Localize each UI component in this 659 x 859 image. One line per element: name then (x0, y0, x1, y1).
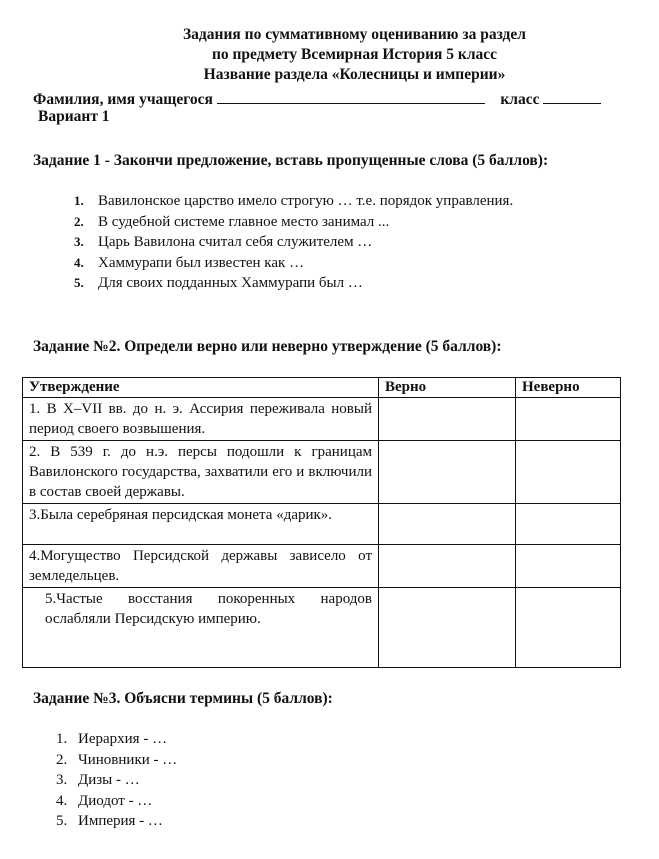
true-answer-cell[interactable] (379, 588, 516, 668)
table-header-row (23, 378, 621, 398)
task3-title: Задание №3. Объясни термины (5 баллов): (33, 690, 333, 707)
name-label: Фамилия, имя учащегося (33, 91, 213, 108)
header-line-3: Название раздела «Колесницы и империи» (203, 66, 506, 83)
statement-cell: 4.Могущество Персидской державы зависело от земледельцев. (23, 545, 379, 588)
list-item: 1. Иерархия - … (56, 731, 168, 747)
student-name-row (33, 89, 601, 109)
task1-item-text: Для своих подданных Хаммурапи был … (98, 275, 363, 292)
task3-item-text: Иерархия - … (78, 731, 168, 747)
header-line-1: Задания по суммативному оцениванию за раздел (183, 26, 526, 43)
task3-item-text: Дизы - … (78, 772, 140, 789)
statements-table (22, 377, 621, 668)
task1-item-text: Царь Вавилона считал себя служителем … (98, 234, 373, 251)
task1-title: Задание 1 - Закончи предложение, вставь пропущенные слова (5 баллов): (33, 152, 549, 169)
header-line-2: по предмету Всемирная История 5 класс (211, 46, 498, 63)
col-header-false: Неверно (516, 378, 621, 398)
true-answer-cell[interactable] (379, 398, 516, 441)
table-row (23, 441, 621, 504)
task1-item-text: В судебной системе главное место занимал ... (98, 213, 390, 230)
task1-item-text: Вавилонское царство имело строгую … т.е. порядок управления. (98, 193, 514, 209)
false-answer-cell[interactable] (516, 441, 621, 504)
list-item: 1. Вавилонское царство имело строгую … т.е. порядок управления. (74, 193, 514, 209)
true-answer-cell[interactable] (379, 441, 516, 504)
true-answer-cell[interactable] (379, 545, 516, 588)
col-header-true: Верно (379, 378, 516, 398)
false-answer-cell[interactable] (516, 398, 621, 441)
list-item: 2. Чиновники - … (56, 751, 178, 768)
false-answer-cell[interactable] (516, 545, 621, 588)
list-item: 3. Дизы - … (56, 772, 140, 789)
task3-item-text: Империя - … (78, 813, 163, 830)
table-row (23, 504, 621, 545)
list-item: 2. В судебной системе главное место занимал ... (74, 213, 390, 230)
list-item: 5. Для своих подданных Хаммурапи был … (74, 275, 363, 292)
table-row (23, 545, 621, 588)
name-field[interactable] (217, 89, 485, 104)
table-row (23, 398, 621, 441)
table-row (23, 588, 621, 668)
task1-item-text: Хаммурапи был известен как … (98, 254, 305, 271)
class-field[interactable] (543, 89, 601, 104)
statement-cell: 5.Частые восстания покоренных народов ослабляли Персидскую империю. (23, 588, 379, 668)
false-answer-cell[interactable] (516, 588, 621, 668)
task3-item-text: Чиновники - … (78, 751, 178, 768)
statement-cell: 2. В 539 г. до н.э. персы подошли к границам Вавилонского государства, захватили его и включили в состав своей державы. (23, 441, 379, 504)
list-item: 3. Царь Вавилона считал себя служителем … (74, 234, 373, 251)
statement-cell: 1. В X–VII вв. до н. э. Ассирия переживала новый период своего возвышения. (23, 398, 379, 441)
true-answer-cell[interactable] (379, 504, 516, 545)
task2-title: Задание №2. Определи верно или неверно утверждение (5 баллов): (33, 338, 502, 355)
class-label: класс (500, 91, 540, 108)
task3-list (56, 731, 177, 834)
list-item: 4. Хаммурапи был известен как … (74, 254, 305, 271)
false-answer-cell[interactable] (516, 504, 621, 545)
statement-cell: 3.Была серебряная персидская монета «дарик». (23, 504, 379, 545)
variant-label: Вариант 1 (38, 108, 110, 125)
task3-item-text: Диодот - … (78, 792, 153, 809)
list-item: 5. Империя - … (56, 813, 163, 830)
task1-list (74, 193, 513, 296)
list-item: 4. Диодот - … (56, 792, 153, 809)
col-header-statement: Утверждение (23, 378, 379, 398)
